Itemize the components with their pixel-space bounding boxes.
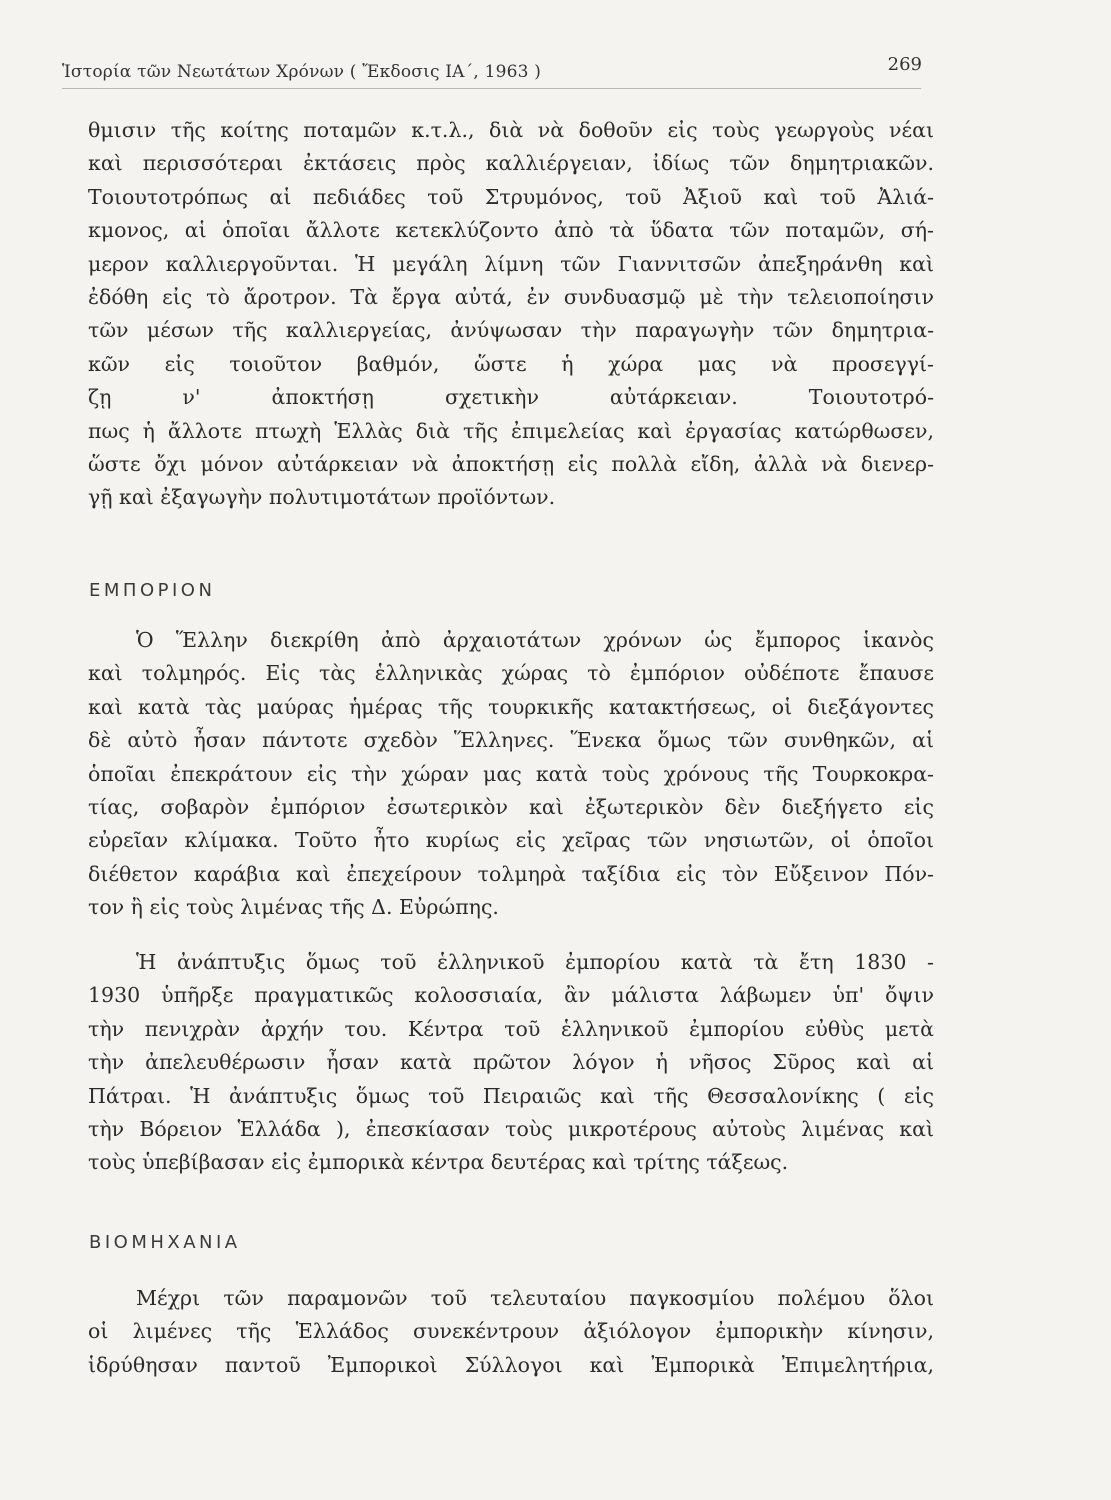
text-line: πως ἡ ἄλλοτε πτωχὴ Ἑλλὰς διὰ τῆς ἐπιμελείας καὶ ἐργασίας κατώρθωσεν, [88, 418, 934, 443]
text-line: διέθετον καράβια καὶ ἐπεχείρουν τολμηρὰ ταξίδια εἰς τὸν Εὔξεινον Πόν- [88, 861, 934, 886]
text-line: τον ἢ εἰς τοὺς λιμένας τῆς Δ. Εὐρώπης. [88, 895, 499, 920]
text-line: Πάτραι. Ἡ ἀνάπτυξις ὅμως τοῦ Πειραιῶς καὶ τῆς Θεσσαλονίκης ( εἰς [88, 1083, 934, 1108]
text-line: δὲ αὐτὸ ἦσαν πάντοτε σχεδὸν Ἕλληνες. Ἕνεκα ὅμως τῶν συνθηκῶν, αἱ [88, 728, 934, 753]
text-line: 1930 ὑπῆρξε πραγματικῶς κολοσσιαία, ἂν μάλιστα λάβωμεν ὑπ' ὄψιν [88, 983, 934, 1008]
text-line: κῶν εἰς τοιοῦτον βαθμόν, ὥστε ἡ χώρα μας νὰ προσεγγί- [88, 351, 934, 376]
commerce-paragraph-1 [88, 624, 934, 925]
text-line: κμονος, αἱ ὁποῖαι ἄλλοτε κετεκλύζοντο ἀπὸ τὰ ὕδατα τῶν ποταμῶν, σή- [88, 218, 934, 243]
text-line: ἐδόθη εἰς τὸ ἄροτρον. Τὰ ἔργα αὐτά, ἐν συνδυασμῷ μὲ τὴν τελειοποίησιν [88, 284, 934, 309]
text-line: ἱδρύθησαν παντοῦ Ἐμπορικοὶ Σύλλογοι καὶ Ἐμπορικὰ Ἐπιμελητήρια, [88, 1352, 934, 1377]
text-line: ὁποῖαι ἐπεκράτουν εἰς τὴν χώραν μας κατὰ τοὺς χρόνους τῆς Τουρκοκρα- [88, 761, 934, 786]
text-line: Τοιουτοτρόπως αἱ πεδιάδες τοῦ Στρυμόνος, τοῦ Ἀξιοῦ καὶ τοῦ Ἀλιά- [88, 184, 934, 209]
running-title: Ἱστορία τῶν Νεωτάτων Χρόνων ( Ἔκδοσις ΙΑ΄, 1963 ) [62, 62, 542, 82]
text-line: οἱ λιμένες τῆς Ἑλλάδος συνεκέντρουν ἀξιόλογον ἐμπορικὴν κίνησιν, [88, 1319, 934, 1344]
page-number: 269 [887, 54, 922, 75]
text-line: εὐρεῖαν κλίμακα. Τοῦτο ἦτο κυρίως εἰς χεῖρας τῶν νησιωτῶν, οἱ ὁποῖοι [88, 828, 934, 853]
section-heading-industry: ΒΙΟΜΗΧΑΝΙΑ [89, 1232, 241, 1253]
text-line: καὶ τολμηρός. Εἰς τὰς ἑλληνικὰς χώρας τὸ ἐμπόριον οὐδέποτε ἔπαυσε [88, 661, 934, 686]
commerce-paragraph-2 [88, 946, 934, 1180]
section-heading-commerce: ΕΜΠΟΡΙΟΝ [89, 580, 216, 601]
text-line: μερον καλλιεργοῦνται. Ἡ μεγάλη λίμνη τῶν Γιαννιτσῶν ἀπεξηράνθη καὶ [88, 251, 934, 276]
industry-paragraph-1 [88, 1282, 934, 1382]
text-line: Μέχρι τῶν παραμονῶν τοῦ τελευταίου παγκοσμίου πολέμου ὅλοι [136, 1286, 934, 1310]
text-line: Ὁ Ἕλλην διεκρίθη ἀπὸ ἀρχαιοτάτων χρόνων ὡς ἔμπορος ἱκανὸς [136, 628, 934, 652]
text-line: ζῃ ν' ἀποκτήσῃ σχετικὴν αὐτάρκειαν. Τοιουτοτρό- [88, 385, 934, 410]
text-line: τὴν ἀπελευθέρωσιν ἦσαν κατὰ πρῶτον λόγον ἡ νῆσος Σῦρος καὶ αἱ [88, 1050, 934, 1075]
text-line: ὥστε ὄχι μόνον αὐτάρκειαν νὰ ἀποκτήσῃ εἰς πολλὰ εἴδη, ἀλλὰ νὰ διενερ- [88, 451, 934, 476]
text-line: καὶ κατὰ τὰς μαύρας ἡμέρας τῆς τουρκικῆς κατακτήσεως, οἱ διεξάγοντες [88, 694, 934, 719]
text-line: Ἡ ἀνάπτυξις ὅμως τοῦ ἑλληνικοῦ ἐμπορίου κατὰ τὰ ἔτη 1830 - [136, 950, 934, 974]
text-line: γῇ καὶ ἐξαγωγὴν πολυτιμοτάτων προϊόντων. [88, 485, 556, 510]
text-line: τῶν μέσων τῆς καλλιεργείας, ἀνύψωσαν τὴν παραγωγὴν τῶν δημητρια- [88, 318, 934, 343]
intro-paragraph [88, 114, 934, 515]
text-line: τὴν Βόρειον Ἑλλάδα ), ἐπεσκίασαν τοὺς μικροτέρους αὐτοὺς λιμένας καὶ [88, 1116, 934, 1141]
text-line: τοὺς ὑπεβίβασαν εἰς ἐμπορικὰ κέντρα δευτέρας καὶ τρίτης τάξεως. [88, 1150, 789, 1175]
text-line: καὶ περισσότεραι ἐκτάσεις πρὸς καλλιέργειαν, ἰδίως τῶν δημητριακῶν. [88, 151, 934, 176]
text-line: τίας, σοβαρὸν ἐμπόριον ἐσωτερικὸν καὶ ἐξωτερικὸν δὲν διεξήγετο εἰς [88, 794, 934, 819]
page-header [62, 48, 921, 89]
text-line: τὴν πενιχρὰν ἀρχήν του. Κέντρα τοῦ ἑλληνικοῦ ἐμπορίου εὐθὺς μετὰ [88, 1016, 934, 1041]
text-line: θμισιν τῆς κοίτης ποταμῶν κ.τ.λ., διὰ νὰ δοθοῦν εἰς τοὺς γεωργοὺς νέαι [88, 118, 934, 142]
